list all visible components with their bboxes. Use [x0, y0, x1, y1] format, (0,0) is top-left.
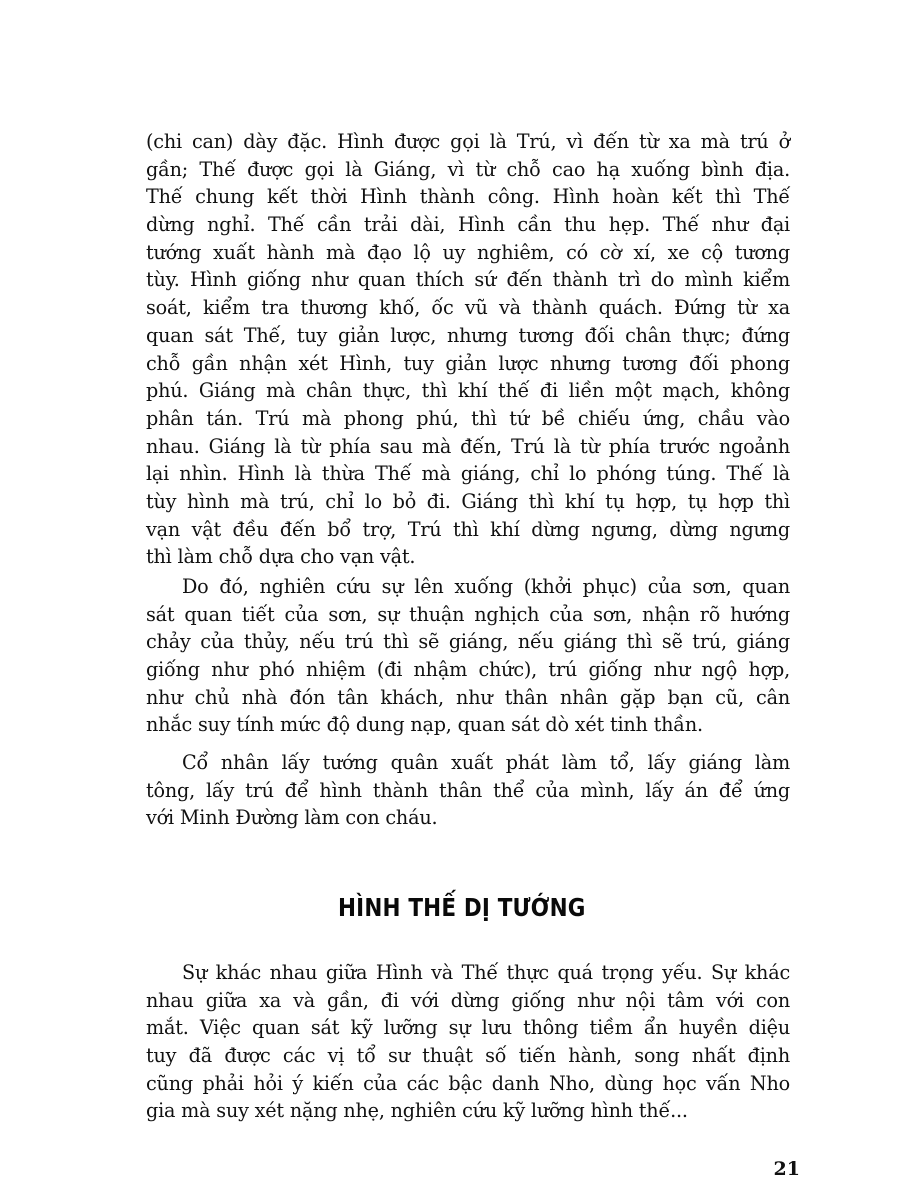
- text-line: Cổ nhân lấy tướng quân xuất phát làm tổ, lấy giáng làm: [182, 751, 790, 774]
- paragraph-2: [146, 573, 790, 739]
- paragraph-1: [146, 128, 790, 571]
- text-line: mắt. Việc quan sát kỹ lưỡng sự lưu thông tiềm ẩn huyền diệu: [146, 1016, 790, 1040]
- text-line: Sự khác nhau giữa Hình và Thế thực quá trọng yếu. Sự khác: [182, 961, 790, 984]
- text-line: sát quan tiết của sơn, sự thuận nghịch của sơn, nhận rõ hướng: [146, 602, 790, 626]
- text-line: Thế chung kết thời Hình thành công. Hình hoàn kết thì Thế: [146, 185, 790, 209]
- text-line: chỗ gần nhận xét Hình, tuy giản lược nhưng tương đối phong: [146, 351, 790, 375]
- text-line: giống như phó nhiệm (đi nhậm chức), trú giống như ngộ hợp,: [146, 658, 790, 682]
- text-line: nhắc suy tính mức độ dung nạp, quan sát dò xét tinh thần.: [146, 713, 703, 737]
- text-line: tông, lấy trú để hình thành thân thể của mình, lấy án để ứng: [146, 778, 790, 802]
- text-line: vạn vật đều đến bổ trợ, Trú thì khí dừng ngưng, dừng ngưng: [146, 517, 790, 541]
- text-line: chảy của thủy, nếu trú thì sẽ giáng, nếu giáng thì sẽ trú, giáng: [146, 630, 790, 654]
- text-line: Do đó, nghiên cứu sự lên xuống (khởi phục) của sơn, quan: [182, 575, 790, 598]
- text-line: dừng nghỉ. Thế cần trải dài, Hình cần thu hẹp. Thế như đại: [146, 213, 790, 237]
- text-line: tùy. Hình giống như quan thích sứ đến thành trì do mình kiểm: [146, 268, 790, 292]
- text-line: gần; Thế được gọi là Giáng, vì từ chỗ cao hạ xuống bình địa.: [146, 157, 790, 181]
- text-line: quan sát Thế, tuy giản lược, nhưng tương đối chân thực; đứng: [146, 323, 790, 347]
- text-line: phân tán. Trú mà phong phú, thì tứ bề chiếu ứng, chầu vào: [146, 406, 790, 430]
- section-paragraph-1: [146, 959, 790, 1125]
- text-line: thì làm chỗ dựa cho vạn vật.: [146, 545, 416, 569]
- text-line: nhau giữa xa và gần, đi với dừng giống như nội tâm với con: [146, 988, 790, 1012]
- text-line: với Minh Đường làm con cháu.: [146, 806, 438, 830]
- text-line: tùy hình mà trú, chỉ lo bỏ đi. Giáng thì khí tụ hợp, tụ hợp thì: [146, 489, 790, 513]
- text-line: phú. Giáng mà chân thực, thì khí thế đi liền một mạch, không: [146, 379, 790, 403]
- text-line: cũng phải hỏi ý kiến của các bậc danh Nho, dùng học vấn Nho: [146, 1071, 790, 1095]
- paragraph-3: [146, 749, 790, 832]
- text-line: gia mà suy xét nặng nhẹ, nghiên cứu kỹ lưỡng hình thế...: [146, 1099, 688, 1123]
- text-line: tuy đã được các vị tổ sư thuật số tiến hành, song nhất định: [146, 1044, 790, 1068]
- text-line: như chủ nhà đón tân khách, như thân nhân gặp bạn cũ, cân: [146, 685, 790, 709]
- text-line: tướng xuất hành mà đạo lộ uy nghiêm, có cờ xí, xe cộ tương: [146, 240, 790, 264]
- text-line: nhau. Giáng là từ phía sau mà đến, Trú là từ phía trước ngoảnh: [146, 434, 790, 458]
- section-heading: HÌNH THẾ DỊ TƯỚNG: [338, 893, 586, 922]
- text-line: soát, kiểm tra thương khố, ốc vũ và thành quách. Đứng từ xa: [146, 296, 790, 320]
- text-line: lại nhìn. Hình là thừa Thế mà giáng, chỉ lo phóng túng. Thế là: [146, 462, 790, 486]
- page-number: 21: [773, 1158, 800, 1180]
- text-line: (chi can) dày đặc. Hình được gọi là Trú, vì đến từ xa mà trú ở: [146, 130, 790, 153]
